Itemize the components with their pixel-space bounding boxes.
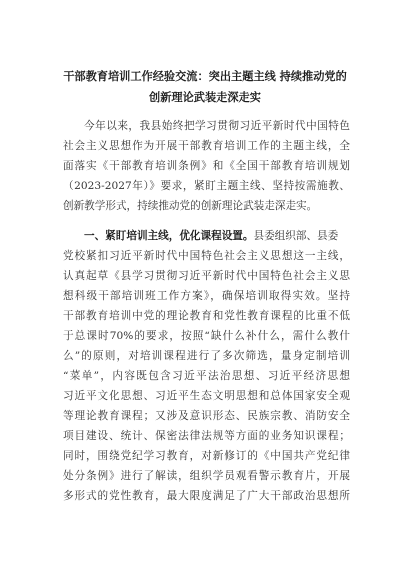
paragraph-1-line: 社会主义思想作为开展干部教育培训工作的主题主线，全	[63, 140, 350, 152]
paragraph-1-line: 创新教学形式，持续推动党的创新理论武装走深走实。	[63, 200, 318, 212]
document-title-line-1: 干部教育培训工作经验交流：突出主题主线 持续推动党的	[63, 70, 347, 83]
paragraph-1-line: 面落实《干部教育培训条例》和《全国干部教育培训规划	[63, 160, 350, 172]
paragraph-2-line: 等理论教育课程；又涉及意识形态、民族宗教、消防安全	[63, 410, 350, 422]
paragraph-2-line: 多形式的党性教育，最大限度满足了广大干部政治思想所	[63, 490, 350, 502]
section-1-heading-tail: 县委组织部、县委	[253, 230, 339, 242]
paragraph-2-line: 项目建设、统计、保密法律法规等方面的业务知识课程；	[63, 430, 350, 442]
section-1-heading-line	[84, 226, 350, 246]
paragraph-2-line: 干部教育培训中党的理论教育和党性教育课程的比重不低	[63, 310, 350, 322]
section-1-heading: 一、紧盯培训主线，优化课程设置。	[84, 230, 254, 242]
paragraph-2-line: 党校紧扣习近平新时代中国特色社会主义思想这一主线，	[63, 250, 350, 262]
document-title-line-2: 创新理论武装走深走实	[149, 91, 261, 104]
paragraph-2-line: 习近平文化思想、习近平生态文明思想和总体国家安全观	[63, 390, 350, 402]
paragraph-2-line: 认真起草《县学习贯彻习近平新时代中国特色社会主义思	[63, 270, 350, 282]
paragraph-1-line: （2023-2027年）》要求，紧盯主题主线、坚持按需施教、	[63, 180, 350, 192]
paragraph-2-line: 于总课时70%的要求，按照“缺什么补什么，需什么教什	[63, 330, 350, 342]
paragraph-2-line: 同时，围绕党纪学习教育，对新修订的《中国共产党纪律	[63, 450, 350, 462]
paragraph-1-line: 今年以来，我县始终把学习贯彻习近平新时代中国特色	[84, 120, 350, 132]
paragraph-2-line: 处分条例》进行了解读，组织学员观看警示教育片，开展	[63, 470, 350, 482]
paragraph-2-line: 想科级干部培训班工作方案》，确保培训取得实效。坚持	[63, 290, 350, 302]
paragraph-2-line: 么”的原则，对培训课程进行了多次筛选，量身定制培训	[63, 350, 350, 362]
paragraph-2-line: “菜单”，内容既包含习近平法治思想、习近平经济思想	[63, 370, 350, 382]
